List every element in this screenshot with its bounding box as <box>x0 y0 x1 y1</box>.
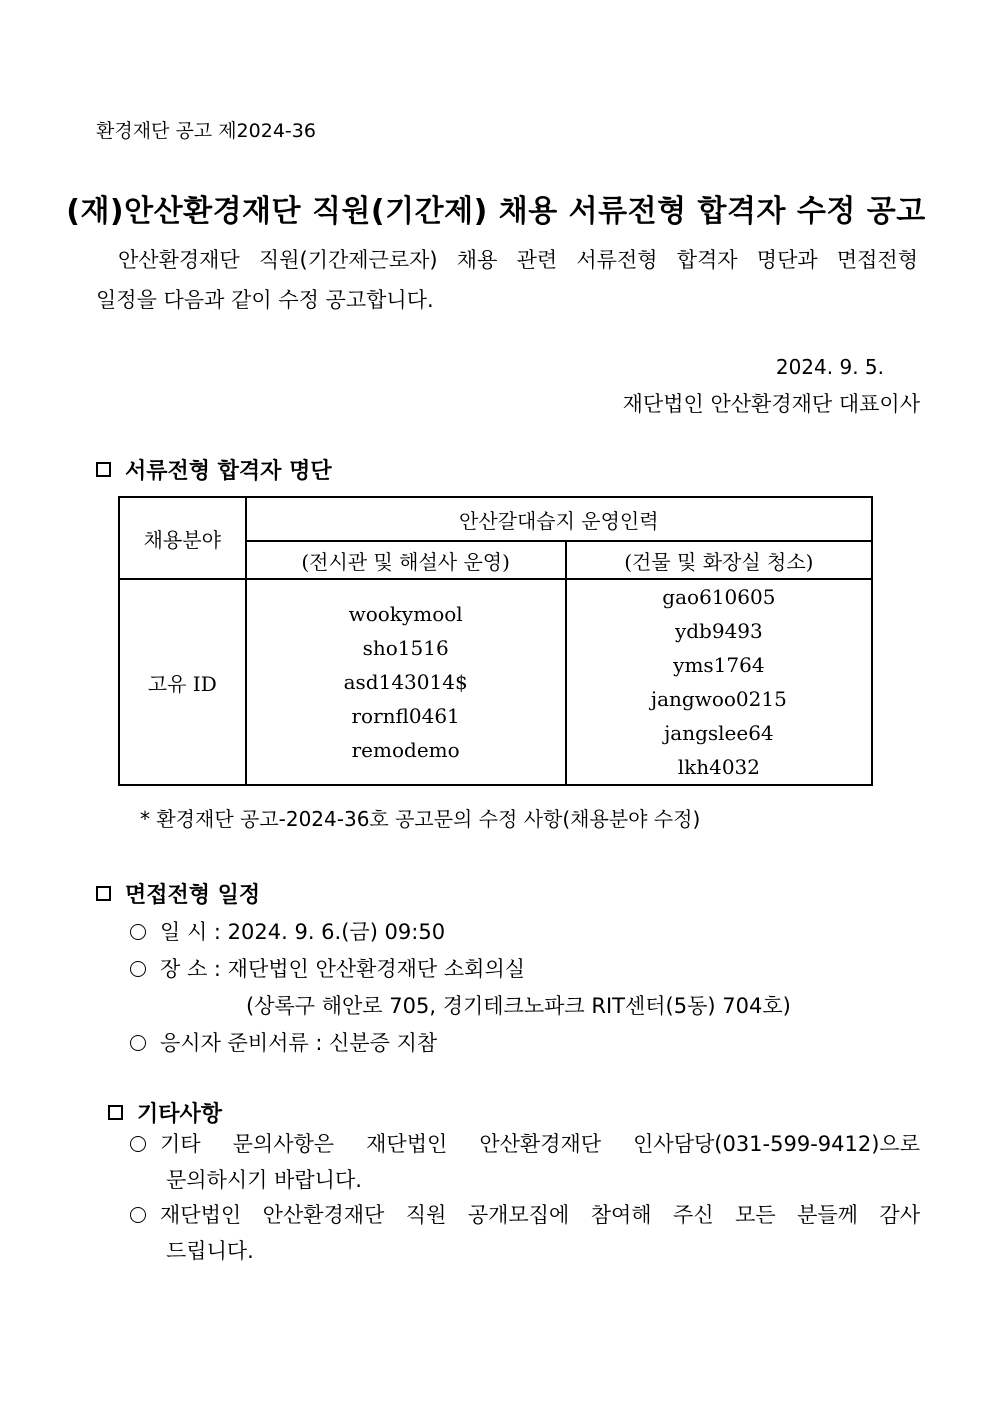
interview-address: (상록구 해안로 705, 경기테크노파크 RIT센터(5동) 704호) <box>246 994 791 1018</box>
interview-datetime-text: 일 시 : 2024. 9. 6.(금) 09:50 <box>160 920 446 944</box>
section-heading-other <box>108 1097 222 1128</box>
checkbox-square-icon <box>96 462 111 477</box>
circle-bullet-icon <box>130 1207 146 1223</box>
section-heading-passers <box>96 454 332 485</box>
field-label-cell: 채용분야 <box>119 497 246 579</box>
circle-bullet-icon <box>130 924 146 940</box>
interview-datetime <box>130 916 445 946</box>
circle-bullet-icon <box>130 961 146 977</box>
inquiry-line-1: 기타 문의사항은 재단법인 안산환경재단 인사담당(031-599-9412)으로 <box>160 1132 920 1156</box>
other-item-inquiry <box>130 1126 920 1198</box>
checkbox-square-icon <box>108 1105 123 1120</box>
passer-table <box>118 496 873 786</box>
intro-line-2: 일정을 다음과 같이 수정 공고합니다. <box>96 288 434 312</box>
id-label-cell: 고유 ID <box>119 579 246 785</box>
section-heading-label: 기타사항 <box>137 1102 223 1127</box>
id-item: rornfl0461 <box>351 704 460 728</box>
id-item: asd143014$ <box>343 670 468 694</box>
id-list-b <box>566 579 872 785</box>
checkbox-square-icon <box>96 886 111 901</box>
thanks-line-1: 재단법인 안산환경재단 직원 공개모집에 참여해 주신 모든 분들께 감사 <box>160 1203 920 1227</box>
id-item: wookymool <box>348 602 463 626</box>
required-documents <box>130 1027 437 1057</box>
section-heading-interview <box>96 878 260 909</box>
id-item: lkh4032 <box>677 755 760 779</box>
intro-paragraph <box>96 240 918 320</box>
interview-place-text: 장 소 : 재단법인 안산환경재단 소회의실 <box>160 957 526 981</box>
other-item-thanks <box>130 1197 920 1269</box>
sub-field-b-cell: (건물 및 화장실 청소) <box>566 541 872 579</box>
id-item: sho1516 <box>362 636 449 660</box>
interview-place <box>130 953 525 983</box>
document-number: 환경재단 공고 제2024-36 <box>96 120 316 142</box>
id-item: jangslee64 <box>664 721 774 745</box>
id-item: ydb9493 <box>674 619 763 643</box>
issuer-name: 재단법인 안산환경재단 대표이사 <box>622 392 920 416</box>
sub-field-a-cell: (전시관 및 해설사 운영) <box>246 541 566 579</box>
id-item: yms1764 <box>673 653 765 677</box>
revision-note: * 환경재단 공고-2024-36호 공고문의 수정 사항(채용분야 수정) <box>140 807 701 831</box>
id-item: gao610605 <box>662 585 776 609</box>
page-title: (재)안산환경재단 직원(기간제) 채용 서류전형 합격자 수정 공고 <box>66 194 926 229</box>
inquiry-line-2: 문의하시기 바랍니다. <box>166 1168 362 1192</box>
required-documents-text: 응시자 준비서류 : 신분증 지참 <box>160 1031 438 1055</box>
intro-line-1: 안산환경재단 직원(기간제근로자) 채용 관련 서류전형 합격자 명단과 면접전형 <box>118 248 918 272</box>
id-item: jangwoo0215 <box>650 687 787 711</box>
id-item: remodemo <box>351 738 460 762</box>
thanks-line-2: 드립니다. <box>166 1239 254 1263</box>
circle-bullet-icon <box>130 1035 146 1051</box>
section-heading-label: 서류전형 합격자 명단 <box>125 459 332 484</box>
announcement-date: 2024. 9. 5. <box>775 355 884 379</box>
id-list-a <box>246 579 566 785</box>
section-heading-label: 면접전형 일정 <box>125 883 261 908</box>
circle-bullet-icon <box>130 1136 146 1152</box>
field-value-cell: 안산갈대습지 운영인력 <box>246 497 872 541</box>
